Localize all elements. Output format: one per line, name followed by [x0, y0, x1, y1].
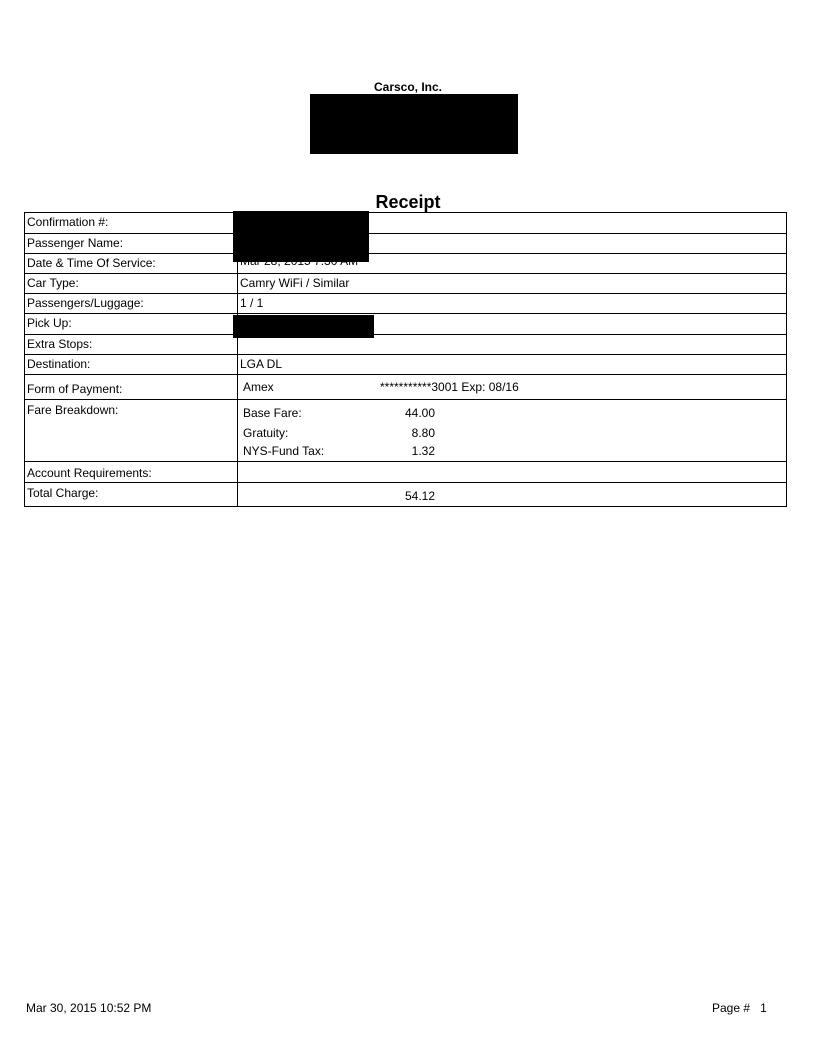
table-row [25, 254, 786, 274]
receipt-table [24, 212, 787, 507]
passengers-luggage-value: 1 / 1 [240, 296, 264, 310]
company-name: Carsco, Inc. [373, 80, 443, 94]
redaction-block [233, 211, 369, 262]
fare-item-name: Gratuity: [243, 426, 289, 440]
fare-item-amount: 8.80 [411, 426, 435, 440]
row-label: Confirmation #: [25, 213, 238, 233]
redaction-block [233, 315, 374, 338]
page-number-value: 1 [760, 1001, 767, 1015]
table-row [25, 400, 786, 462]
page-label: Page # [712, 1001, 751, 1015]
row-label: Date & Time Of Service: [25, 254, 238, 273]
row-label: Passengers/Luggage: [25, 294, 238, 313]
row-label: Account Requirements: [25, 462, 238, 482]
table-row [25, 294, 786, 314]
row-label: Destination: [25, 355, 238, 374]
total-charge-cell [238, 483, 786, 506]
row-label: Pick Up: [25, 314, 238, 334]
row-label: Car Type: [25, 274, 238, 293]
table-row [25, 335, 786, 355]
redaction-block [310, 94, 518, 154]
table-row [25, 234, 786, 254]
table-row [25, 355, 786, 375]
table-row [25, 314, 786, 335]
fare-breakdown [238, 400, 786, 461]
row-label: Total Charge: [25, 483, 238, 506]
page-title: Receipt [375, 192, 441, 212]
payment-value [238, 375, 786, 399]
print-timestamp: Mar 30, 2015 10:52 PM [26, 1001, 152, 1015]
table-row [25, 483, 786, 506]
total-charge-value: 54.12 [404, 489, 435, 503]
page-number [712, 1001, 767, 1015]
car-type-value: Camry WiFi / Similar [240, 276, 350, 290]
table-row [25, 375, 786, 400]
table-row [25, 462, 786, 483]
card-number: ***********3001 Exp: 08/16 [380, 380, 519, 394]
fare-item-amount: 44.00 [404, 406, 435, 420]
row-label: Passenger Name: [25, 234, 238, 253]
fare-item-name: Base Fare: [243, 406, 302, 420]
account-requirements-value [238, 462, 786, 482]
row-label: Fare Breakdown: [25, 400, 238, 461]
table-row [25, 274, 786, 294]
table-row [25, 213, 786, 234]
destination-value: LGA DL [240, 357, 283, 371]
row-label: Form of Payment: [25, 375, 238, 399]
payment-method: Amex [243, 380, 274, 394]
row-label: Extra Stops: [25, 335, 238, 354]
fare-item-amount: 1.32 [411, 444, 435, 458]
fare-item-name: NYS-Fund Tax: [243, 444, 325, 458]
